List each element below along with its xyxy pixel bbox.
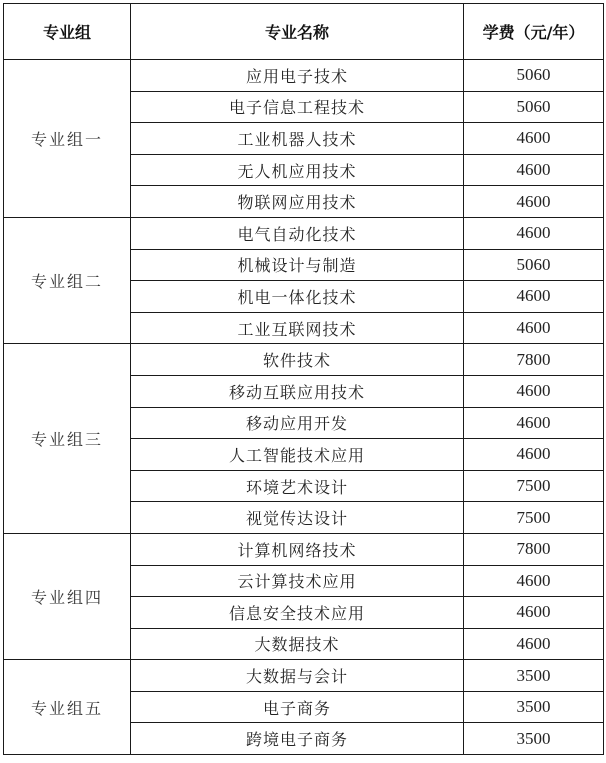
group-name-cell: 专业组五 (4, 660, 131, 755)
fee-cell: 4600 (464, 281, 604, 313)
table-row (4, 60, 604, 92)
major-name-cell: 云计算技术应用 (131, 565, 464, 597)
major-name-cell: 环境艺术设计 (131, 470, 464, 502)
major-name-cell: 移动应用开发 (131, 407, 464, 439)
header-row (4, 4, 604, 60)
group-name-cell: 专业组一 (4, 60, 131, 218)
fee-cell: 5060 (464, 249, 604, 281)
major-name-cell: 电气自动化技术 (131, 217, 464, 249)
fee-cell: 4600 (464, 439, 604, 471)
major-name-cell: 机械设计与制造 (131, 249, 464, 281)
fee-cell: 7500 (464, 470, 604, 502)
major-name-cell: 机电一体化技术 (131, 281, 464, 313)
major-name-cell: 电子商务 (131, 691, 464, 723)
fee-cell: 4600 (464, 597, 604, 629)
major-name-cell: 移动互联应用技术 (131, 375, 464, 407)
fee-cell: 7800 (464, 344, 604, 376)
table-row (4, 344, 604, 376)
fee-cell: 4600 (464, 628, 604, 660)
header-group: 专业组 (4, 4, 131, 60)
table-row (4, 533, 604, 565)
major-name-cell: 人工智能技术应用 (131, 439, 464, 471)
major-name-cell: 软件技术 (131, 344, 464, 376)
fee-cell: 3500 (464, 723, 604, 755)
fee-cell: 7800 (464, 533, 604, 565)
fee-cell: 4600 (464, 154, 604, 186)
table-row (4, 660, 604, 692)
major-name-cell: 物联网应用技术 (131, 186, 464, 218)
major-name-cell: 视觉传达设计 (131, 502, 464, 534)
fee-cell: 4600 (464, 186, 604, 218)
fee-cell: 7500 (464, 502, 604, 534)
table-body (4, 60, 604, 755)
fee-cell: 4600 (464, 375, 604, 407)
fee-cell: 4600 (464, 565, 604, 597)
fee-cell: 4600 (464, 407, 604, 439)
major-name-cell: 大数据与会计 (131, 660, 464, 692)
group-name-cell: 专业组三 (4, 344, 131, 534)
major-name-cell: 跨境电子商务 (131, 723, 464, 755)
group-name-cell: 专业组二 (4, 217, 131, 343)
header-fee: 学费（元/年） (464, 4, 604, 60)
major-name-cell: 计算机网络技术 (131, 533, 464, 565)
major-name-cell: 大数据技术 (131, 628, 464, 660)
fee-cell: 3500 (464, 691, 604, 723)
tuition-table (3, 3, 604, 755)
fee-cell: 5060 (464, 60, 604, 92)
fee-cell: 3500 (464, 660, 604, 692)
fee-cell: 5060 (464, 91, 604, 123)
major-name-cell: 工业互联网技术 (131, 312, 464, 344)
major-name-cell: 应用电子技术 (131, 60, 464, 92)
table-header (4, 4, 604, 60)
header-major: 专业名称 (131, 4, 464, 60)
group-name-cell: 专业组四 (4, 533, 131, 659)
major-name-cell: 电子信息工程技术 (131, 91, 464, 123)
major-name-cell: 信息安全技术应用 (131, 597, 464, 629)
fee-cell: 4600 (464, 312, 604, 344)
fee-cell: 4600 (464, 123, 604, 155)
major-name-cell: 工业机器人技术 (131, 123, 464, 155)
fee-cell: 4600 (464, 217, 604, 249)
table-row (4, 217, 604, 249)
major-name-cell: 无人机应用技术 (131, 154, 464, 186)
